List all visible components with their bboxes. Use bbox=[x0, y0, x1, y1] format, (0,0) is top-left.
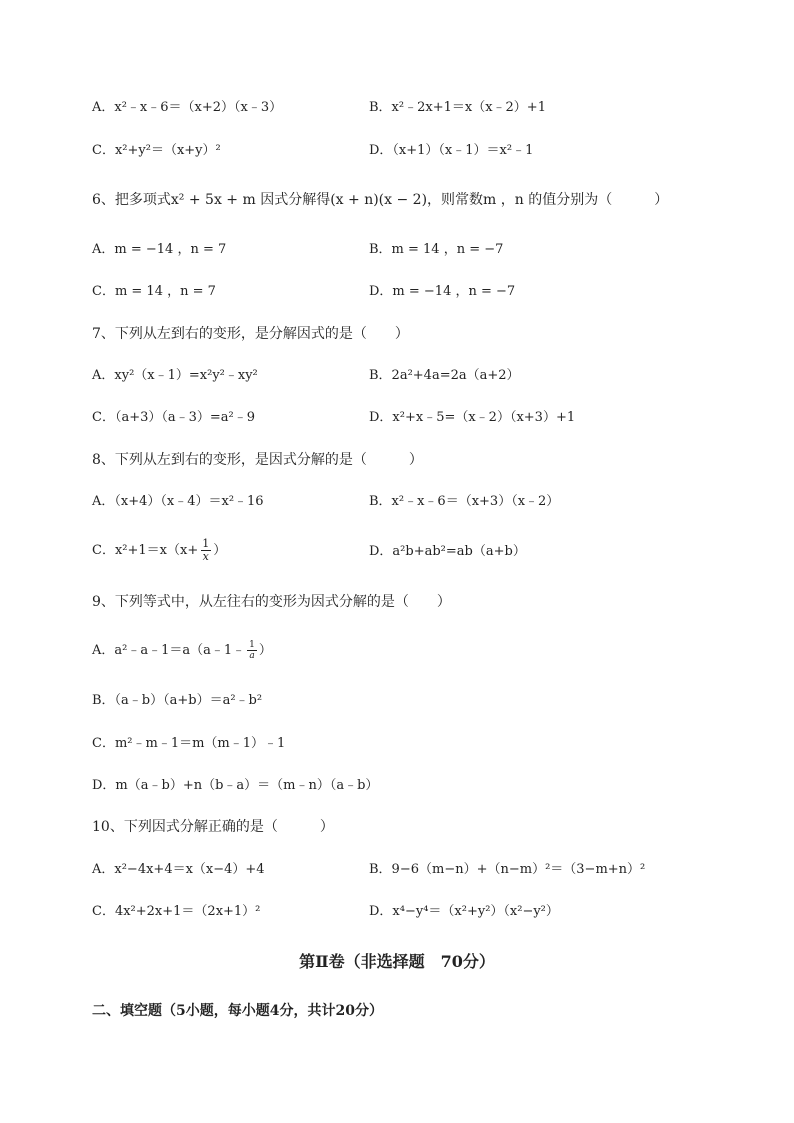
fraction-denominator: x bbox=[202, 550, 209, 563]
q9-option-b: B．（a﹣b）（a+b）＝a²﹣b² bbox=[92, 693, 263, 708]
q9-option-a bbox=[92, 640, 272, 661]
fraction-denominator: a bbox=[249, 651, 255, 661]
q5-option-c: C．x²+y²＝（x+y）² bbox=[92, 143, 221, 158]
q8-option-a: A．（x+4）（x﹣4）＝x²﹣16 bbox=[92, 494, 264, 509]
fraction-numerator: 1 bbox=[249, 640, 255, 650]
fraction-numerator: 1 bbox=[202, 537, 210, 550]
q10-option-d: D．x⁴−y⁴＝（x²+y²）（x²−y²） bbox=[369, 904, 559, 919]
q5-option-b: B．x²﹣2x+1＝x（x﹣2）+1 bbox=[369, 100, 546, 115]
q6-option-c: C．m = 14 ，n = 7 bbox=[92, 284, 216, 299]
q7-option-c: C．（a+3）（a﹣3）=a²﹣9 bbox=[92, 410, 256, 425]
q5-option-d: D．（x+1）（x﹣1）＝x²﹣1 bbox=[369, 143, 534, 158]
q10-option-a: A．x²−4x+4＝x（x−4）+4 bbox=[92, 862, 265, 877]
q10-option-c: C．4x²+2x+1＝（2x+1）² bbox=[92, 904, 261, 919]
q6-option-a: A．m = −14 ，n = 7 bbox=[92, 242, 227, 257]
fraction bbox=[247, 640, 257, 661]
q8-option-c bbox=[92, 538, 226, 563]
q9-option-d: D．m（a﹣b）+n（b﹣a）＝（m﹣n）（a﹣b） bbox=[92, 778, 379, 793]
part-two-title: 第Ⅱ卷（非选择题 70分） bbox=[299, 952, 495, 971]
q8-stem: 8、下列从左到右的变形，是因式分解的是（ ） bbox=[92, 452, 423, 468]
q6-option-b: B．m = 14 ，n = −7 bbox=[369, 242, 504, 257]
q8-option-d: D．a²b+ab²=ab（a+b） bbox=[369, 544, 526, 559]
q8-option-c-suffix: ） bbox=[213, 543, 227, 558]
q7-option-d: D．x²+x﹣5=（x﹣2）（x+3）+1 bbox=[369, 410, 576, 425]
q9-stem: 9、下列等式中，从左往右的变形为因式分解的是（ ） bbox=[92, 594, 451, 610]
q6-stem: 6、把多项式x² + 5x + m 因式分解得(x + n)(x − 2)，则常数m ，n 的值分别为（ ） bbox=[92, 192, 669, 208]
fraction bbox=[200, 538, 211, 563]
q10-option-b: B．9−6（m−n）+（n−m）²＝（3−m+n）² bbox=[369, 862, 646, 877]
q7-option-b: B．2a²+4a=2a（a+2） bbox=[369, 368, 520, 383]
q8-option-b: B．x²﹣x﹣6＝（x+3）（x﹣2） bbox=[369, 494, 560, 509]
section-two-heading: 二、填空题（5小题，每小题4分，共计20分） bbox=[92, 1003, 383, 1019]
q7-stem: 7、下列从左到右的变形，是分解因式的是（ ） bbox=[92, 326, 409, 342]
q7-option-a: A．xy²（x﹣1）=x²y²﹣xy² bbox=[92, 368, 258, 383]
q9-option-a-suffix: ） bbox=[258, 643, 272, 658]
q10-stem: 10、下列因式分解正确的是（ ） bbox=[92, 819, 334, 835]
q8-option-c-prefix: C．x²+1＝x（x+ bbox=[92, 543, 199, 558]
q9-option-a-prefix: A．a²﹣a﹣1＝a（a﹣1﹣ bbox=[92, 643, 246, 658]
q6-option-d: D．m = −14 ，n = −7 bbox=[369, 284, 516, 299]
q9-option-c: C．m²﹣m﹣1＝m（m﹣1）﹣1 bbox=[92, 736, 286, 751]
q5-option-a: A．x²﹣x﹣6＝（x+2）（x﹣3） bbox=[92, 100, 283, 115]
